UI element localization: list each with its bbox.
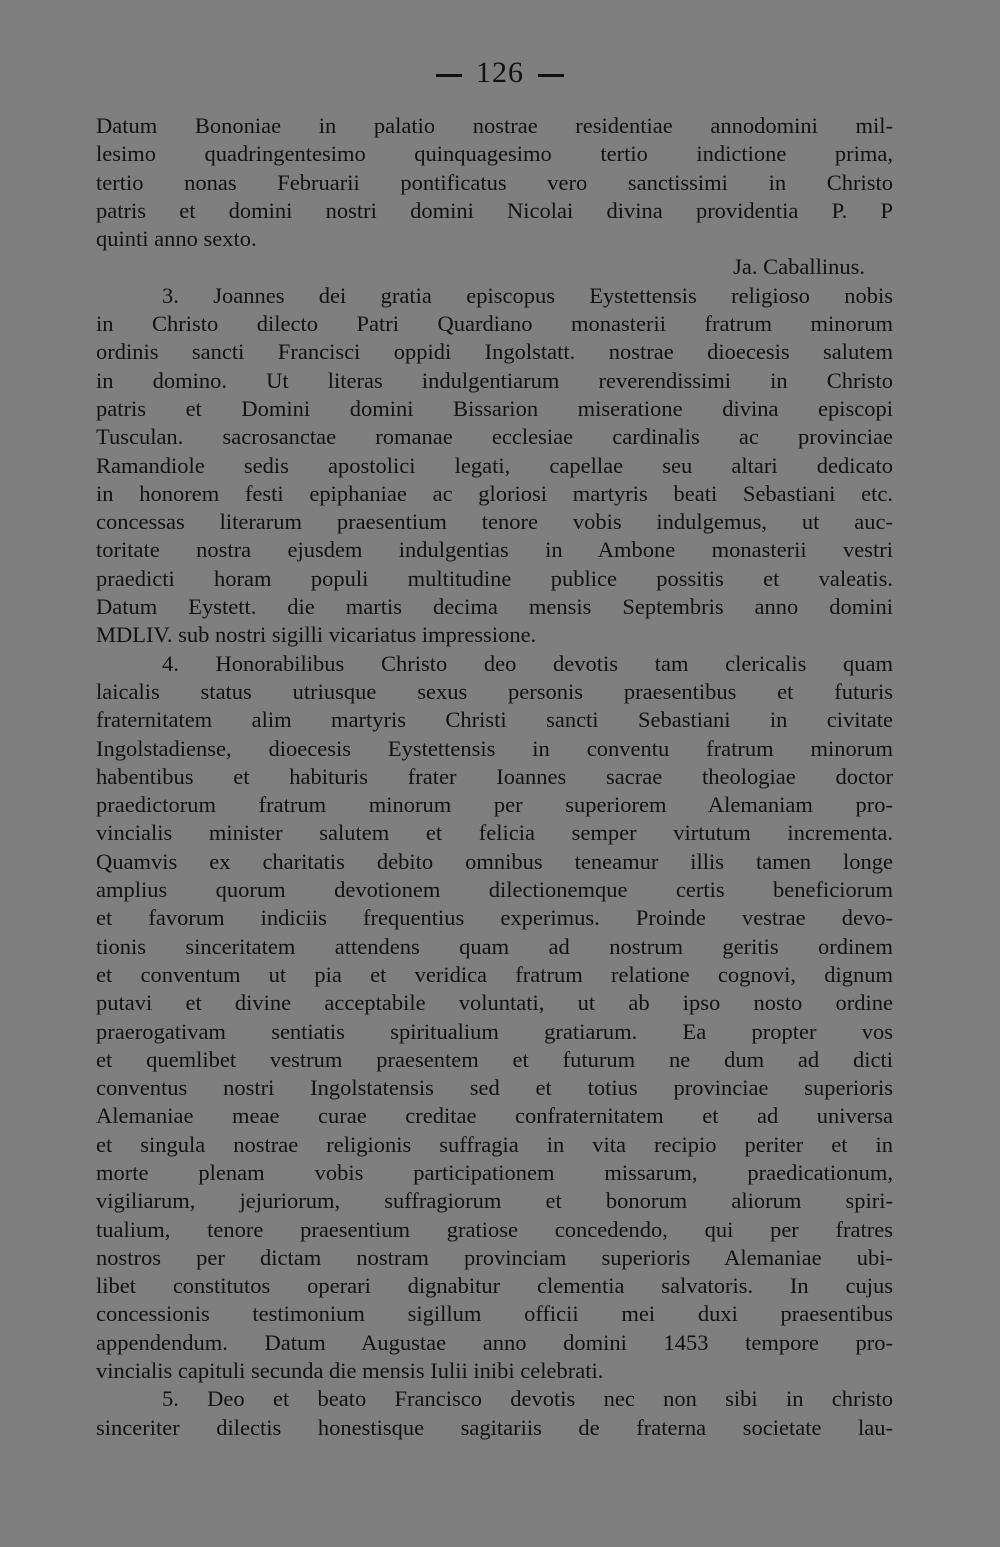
- text-line: Ingolstadiense, dioecesis Eystettensis in conventu fratrum minorum: [96, 735, 893, 761]
- text-line: praedictorum fratrum minorum per superiorem Alemaniam pro-: [96, 792, 893, 818]
- text-line: Tusculan. sacrosanctae romanae ecclesiae cardinalis ac provinciae: [96, 424, 893, 450]
- text-line: nostros per dictam nostram provinciam superioris Alemaniae ubi-: [96, 1244, 893, 1270]
- text-line: tertio nonas Februarii pontificatus vero sanctissimi in Christo: [96, 169, 893, 195]
- paragraph-5: [96, 1385, 893, 1442]
- text-line: Quamvis ex charitatis debito omnibus teneamur illis tamen longe: [96, 848, 893, 874]
- text-line: amplius quorum devotionem dilectionemque certis beneficiorum: [96, 877, 893, 903]
- text-line: patris et domini nostri domini Nicolai divina providentia P. P: [96, 197, 893, 223]
- text-line: tualium, tenore praesentium gratiose concedendo, qui per fratres: [96, 1216, 893, 1242]
- text-line: in Christo dilecto Patri Quardiano monasterii fratrum minorum: [96, 311, 893, 337]
- paragraph-4: [96, 650, 893, 1386]
- text-line: et conventum ut pia et veridica fratrum relatione cognovi, dignum: [96, 961, 893, 987]
- text-line: concessas literarum praesentium tenore vobis indulgemus, ut auc-: [96, 509, 893, 535]
- text-line: praerogativam sentiatis spiritualium gratiarum. Ea propter vos: [96, 1018, 893, 1044]
- text-line: 5. Deo et beato Francisco devotis nec non sibi in christo: [162, 1386, 893, 1412]
- page-header: [0, 56, 1000, 90]
- paragraph-2: [96, 112, 893, 253]
- text-line: quinti anno sexto.: [96, 226, 257, 252]
- text-line: Datum Eystett. die martis decima mensis Septembris anno domini: [96, 594, 893, 620]
- page-body: [96, 112, 893, 1442]
- text-line: putavi et divine acceptabile voluntati, ut ab ipso nosto ordine: [96, 990, 893, 1016]
- text-line: morte plenam vobis participationem missarum, praedicationum,: [96, 1159, 893, 1185]
- text-line: in domino. Ut literas indulgentiarum reverendissimi in Christo: [96, 367, 893, 393]
- text-line: vincialis minister salutem et felicia semper virtutum incrementa.: [96, 820, 893, 846]
- text-line: et quemlibet vestrum praesentem et futurum ne dum ad dicti: [96, 1046, 893, 1072]
- text-line: Ramandiole sedis apostolici legati, capellae seu altari dedicato: [96, 452, 893, 478]
- paragraph-3: [96, 282, 893, 650]
- text-line: tionis sinceritatem attendens quam ad nostrum geritis ordinem: [96, 933, 893, 959]
- text-line: appendendum. Datum Augustae anno domini 1453 tempore pro-: [96, 1329, 893, 1355]
- signature: Ja. Caballinus.: [733, 254, 865, 280]
- left-dash: [436, 74, 462, 77]
- right-dash: [538, 74, 564, 77]
- text-line: 3. Joannes dei gratia episcopus Eystettensis religioso nobis: [162, 282, 893, 308]
- text-line: lesimo quadringentesimo quinquagesimo tertio indictione prima,: [96, 141, 893, 167]
- text-line: MDLIV. sub nostri sigilli vicariatus impressione.: [96, 622, 537, 648]
- text-line: Datum Bononiae in palatio nostrae residentiae annodomini mil-: [96, 113, 893, 138]
- text-line: fraternitatem alim martyris Christi sancti Sebastiani in civitate: [96, 707, 893, 733]
- text-line: et favorum indiciis frequentius experimus. Proinde vestrae devo-: [96, 905, 893, 931]
- text-line: libet constitutos operari dignabitur clementia salvatoris. In cujus: [96, 1273, 893, 1299]
- text-line: conventus nostri Ingolstatensis sed et totius provinciae superioris: [96, 1075, 893, 1101]
- text-line: vincialis capituli secunda die mensis Iulii inibi celebrati.: [96, 1358, 604, 1384]
- text-line: ordinis sancti Francisci oppidi Ingolstatt. nostrae dioecesis salutem: [96, 339, 893, 365]
- text-line: et singula nostrae religionis suffragia in vita recipio periter et in: [96, 1131, 893, 1157]
- text-line: laicalis status utriusque sexus personis praesentibus et futuris: [96, 678, 893, 704]
- text-line: Alemaniae meae curae creditae confraternitatem et ad universa: [96, 1103, 893, 1129]
- text-line: 4. Honorabilibus Christo deo devotis tam clericalis quam: [162, 650, 893, 676]
- text-line: sinceriter dilectis honestisque sagitariis de fraterna societate lau-: [96, 1414, 893, 1440]
- text-line: concessionis testimonium sigillum officii mei duxi praesentibus: [96, 1301, 893, 1327]
- page-number: 126: [476, 56, 524, 89]
- text-line: toritate nostra ejusdem indulgentias in Ambone monasterii vestri: [96, 537, 893, 563]
- text-line: habentibus et habituris frater Ioannes sacrae theologiae doctor: [96, 763, 893, 789]
- text-line: vigiliarum, jejuriorum, suffragiorum et bonorum aliorum spiri-: [96, 1188, 893, 1214]
- text-line: praedicti horam populi multitudine publice possitis et valeatis.: [96, 565, 893, 591]
- text-line: in honorem festi epiphaniae ac gloriosi martyris beati Sebastiani etc.: [96, 480, 893, 506]
- text-line: patris et Domini domini Bissarion miseratione divina episcopi: [96, 395, 893, 421]
